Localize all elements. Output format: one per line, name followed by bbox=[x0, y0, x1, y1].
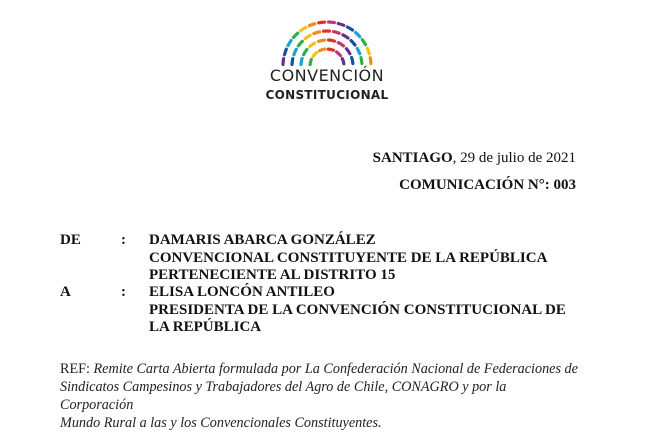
ref-line bbox=[60, 360, 580, 378]
logo-arc-segment bbox=[292, 59, 293, 65]
logo-arc-segment bbox=[288, 41, 291, 46]
logo-arc-segment bbox=[337, 52, 341, 56]
logo-arc-segment bbox=[328, 49, 333, 50]
from-line: PERTENECIENTE AL DISTRITO 15 bbox=[149, 267, 396, 283]
ref-line: Mundo Rural a las y los Convencionales Constituyentes. bbox=[60, 415, 382, 431]
logo-arc-segment bbox=[362, 40, 365, 45]
logo-arc-segment bbox=[298, 41, 302, 46]
to-lines bbox=[149, 284, 589, 337]
logo-arc-segment bbox=[351, 41, 355, 45]
logo-arc-segment bbox=[356, 33, 360, 37]
logo-arc-segment bbox=[304, 50, 307, 55]
reference-paragraph bbox=[60, 360, 580, 432]
logo-arc-icon bbox=[262, 16, 392, 66]
logo-arc-segment bbox=[319, 22, 325, 23]
logo-arc-segment bbox=[310, 60, 311, 65]
convencion-logo bbox=[262, 16, 392, 106]
logo-arc-segment bbox=[285, 49, 287, 55]
logo-text-convencion: CONVENCIÓN bbox=[269, 66, 385, 85]
logo-arc-segment bbox=[319, 40, 325, 41]
from-line: DAMARIS ABARCA GONZÁLEZ bbox=[149, 232, 376, 248]
logo-arc-segment bbox=[283, 59, 284, 65]
logo-text-constitucional: CONSTITUCIONAL bbox=[265, 88, 389, 102]
to-colon: : bbox=[121, 284, 126, 300]
logo-arc-segment bbox=[342, 59, 344, 64]
logo-arc-segment bbox=[352, 58, 353, 64]
ref-label: REF: bbox=[60, 361, 90, 377]
logo-arc-segment bbox=[309, 24, 315, 26]
logo-arc-segment bbox=[361, 58, 362, 64]
ref-body: Remite Carta Abierta formulada por La Confederación Nacional de Federaciones de bbox=[93, 361, 578, 377]
logo-arc-segment bbox=[310, 43, 315, 47]
logo-arc-segment bbox=[346, 49, 350, 54]
to-label: A bbox=[60, 284, 71, 300]
logo-arc-segment bbox=[294, 33, 298, 37]
to-line: ELISA LONCÓN ANTILEO bbox=[149, 284, 335, 300]
ref-line: Sindicatos Campesinos y Trabajadores del Agro de Chile, CONAGRO y por la Corporación bbox=[60, 379, 507, 413]
logo-arc-segment bbox=[320, 49, 325, 51]
logo-arc-segment bbox=[338, 43, 343, 46]
place-date bbox=[373, 150, 576, 167]
logo-arc-segment bbox=[343, 35, 348, 38]
logo-arc-segment bbox=[329, 22, 335, 23]
from-label: DE bbox=[60, 232, 81, 248]
logo-arc-segment bbox=[334, 32, 340, 34]
logo-arc-segment bbox=[314, 32, 320, 34]
from-lines bbox=[149, 232, 589, 285]
logo-arc-segment bbox=[347, 27, 352, 30]
logo-arc-segment bbox=[357, 48, 360, 53]
logo-arc-segment bbox=[301, 59, 302, 65]
logo-arc-segment bbox=[367, 48, 369, 54]
logo-arc-segment bbox=[301, 28, 306, 31]
logo-arc-segment bbox=[305, 35, 310, 38]
logo-arc-segment bbox=[370, 58, 371, 64]
to-line: PRESIDENTA DE LA CONVENCIÓN CONSTITUCIONAL DE bbox=[149, 301, 566, 318]
communication-number: COMUNICACIÓN N°: 003 bbox=[399, 177, 576, 193]
from-line: CONVENCIONAL CONSTITUYENTE DE LA REPÚBLICA bbox=[149, 249, 548, 266]
date: , 29 de julio de 2021 bbox=[452, 150, 576, 166]
logo-arc-segment bbox=[294, 49, 296, 55]
from-colon: : bbox=[121, 232, 126, 248]
logo-arc-segment bbox=[329, 40, 335, 41]
logo-arc-segment bbox=[338, 24, 344, 26]
city: SANTIAGO bbox=[372, 150, 453, 166]
to-line: LA REPÚBLICA bbox=[149, 319, 262, 335]
logo-arc-segment bbox=[313, 53, 317, 57]
